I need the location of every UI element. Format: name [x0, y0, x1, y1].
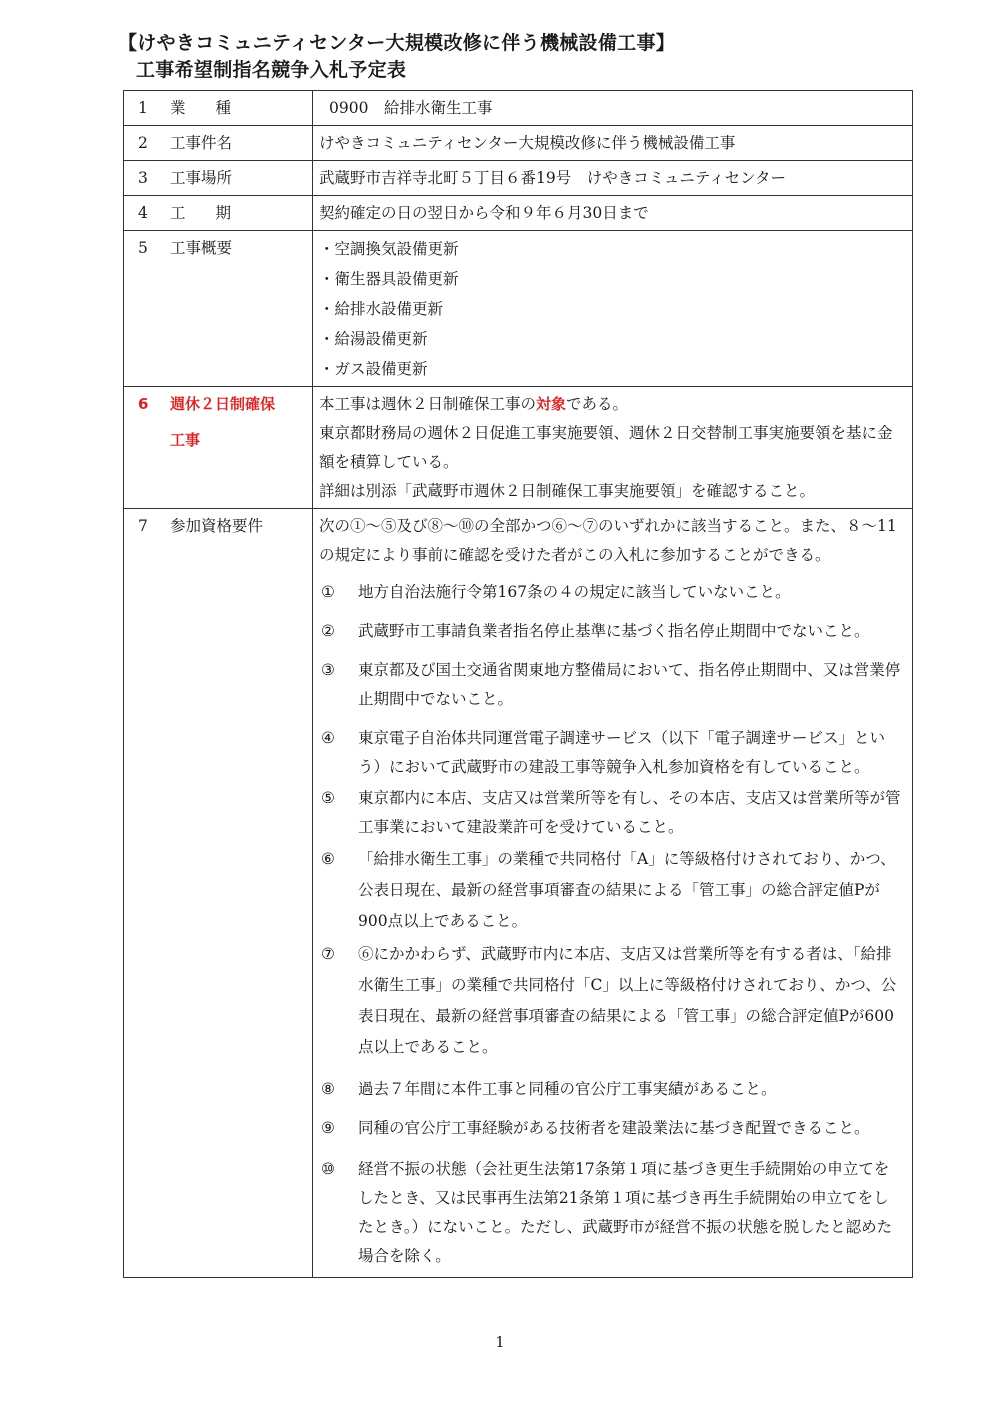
row-value: 武蔵野市吉祥寺北町５丁目６番19号 けやきコミュニティセンター — [319, 169, 787, 187]
row-work-overview — [124, 231, 913, 387]
requirement-mark: ② — [321, 622, 335, 640]
row-number: 6 — [138, 395, 149, 413]
spec-table — [123, 90, 913, 1278]
requirement-mark: ⑤ — [321, 789, 335, 807]
row-two-day-off — [124, 387, 913, 509]
row-number: 2 — [138, 134, 148, 152]
row-number: 3 — [138, 169, 148, 187]
paragraph: 東京都財務局の週休２日促進工事実施要領、週休２日交替制工事実施要領を基に金額を積算している。 — [319, 424, 893, 471]
requirement-item — [319, 578, 904, 607]
list-item: ・給湯設備更新 — [319, 330, 428, 348]
row-number: 1 — [138, 99, 148, 117]
intro-paragraph: 次の①～⑤及び⑧～⑩の全部かつ⑥～⑦のいずれかに該当すること。また、８～11の規定により事前に確認を受けた者がこの入札に参加することができる。 — [319, 517, 897, 564]
requirement-item — [319, 784, 904, 842]
row-label-line-1: 週休２日制確保 — [170, 395, 276, 413]
requirement-mark: ⑨ — [321, 1119, 335, 1137]
list-item: ・衛生器具設備更新 — [319, 270, 459, 288]
requirement-text: 東京電子自治体共同運営電子調達サービス（以下「電子調達サービス」という）において武蔵野市の建設工事等競争入札参加資格を有していること。 — [358, 729, 886, 776]
requirement-item — [319, 1114, 904, 1143]
requirement-item — [319, 656, 904, 714]
requirement-text: 同種の官公庁工事経験がある技術者を建設業法に基づき配置できること。 — [358, 1119, 870, 1137]
requirement-text: 地方自治法施行令第167条の４の規定に該当していないこと。 — [358, 583, 791, 601]
row-label: 工期 — [170, 204, 262, 222]
row-value: けやきコミュニティセンター大規模改修に伴う機械設備工事 — [319, 134, 736, 152]
requirement-item — [319, 1155, 904, 1271]
title-line-1: 【けやきコミュニティセンター大規模改修に伴う機械設備工事】 — [118, 32, 676, 54]
requirement-text: 武蔵野市工事請負業者指名停止基準に基づく指名停止期間中でないこと。 — [358, 622, 870, 640]
row-number: 4 — [138, 204, 148, 222]
row-label: 工事場所 — [170, 169, 233, 187]
requirement-item — [319, 844, 904, 937]
requirement-text: 経営不振の状態（会社更生法第17条第１項に基づき更生手続開始の申立てをしたとき、又は民事再生法第21条第１項に基づき再生手続開始の申立てをしたとき。）にないこと。ただし、武蔵野市が経営不振の状態を脱したと認めた場合を除く。 — [358, 1160, 893, 1265]
list-item: ・給排水設備更新 — [319, 300, 444, 318]
requirement-text: 過去７年間に本件工事と同種の官公庁工事実績があること。 — [358, 1080, 777, 1098]
requirement-mark: ① — [321, 583, 335, 601]
list-item: ・空調換気設備更新 — [319, 240, 459, 258]
row-value: 0900 給排水衛生工事 — [329, 99, 493, 117]
requirement-mark: ⑩ — [321, 1160, 335, 1178]
highlight-text: 対象 — [536, 395, 567, 413]
requirement-mark: ③ — [321, 661, 335, 679]
requirement-item — [319, 939, 904, 1063]
list-item: ・ガス設備更新 — [319, 360, 428, 378]
row-label-line-2: 工事 — [170, 431, 201, 449]
requirement-item — [319, 724, 904, 782]
row-label: 工事概要 — [170, 239, 233, 257]
row-work-name — [124, 126, 913, 161]
row-work-type — [124, 91, 913, 126]
row-number: 5 — [138, 239, 148, 257]
overview-list — [313, 231, 912, 386]
requirement-mark: ⑥ — [321, 850, 335, 868]
paragraph: 本工事は週休２日制確保工事の対象である。 — [319, 395, 629, 413]
requirement-mark: ⑦ — [321, 945, 335, 963]
row-qualifications — [124, 509, 913, 1278]
requirement-text: 「給排水衛生工事」の業種で共同格付「A」に等級格付けされており、かつ、公表日現在、最新の経営事項審査の結果による「管工事」の総合評定値Pが900点以上であること。 — [358, 850, 896, 930]
requirement-item — [319, 1075, 904, 1104]
row-label: 業種 — [170, 99, 262, 117]
requirement-mark: ⑧ — [321, 1080, 335, 1098]
row-label: 参加資格要件 — [170, 517, 264, 535]
row-work-period — [124, 196, 913, 231]
requirement-text: 東京都及び国土交通省関東地方整備局において、指名停止期間中、又は営業停止期間中でないこと。 — [358, 661, 901, 708]
requirement-text: ⑥にかかわらず、武蔵野市内に本店、支店又は営業所等を有する者は、「給排水衛生工事」の業種で共同格付「C」以上に等級格付けされており、かつ、公表日現在、最新の経営事項審査の結果による「管工事」の総合評定値Pが600点以上であること。 — [358, 945, 897, 1056]
row-label: 工事件名 — [170, 134, 233, 152]
row-work-location — [124, 161, 913, 196]
paragraph: 詳細は別添「武蔵野市週休２日制確保工事実施要領」を確認すること。 — [319, 482, 816, 500]
row-value: 契約確定の日の翌日から令和９年６月30日まで — [319, 204, 649, 222]
document-title — [118, 30, 675, 84]
requirement-mark: ④ — [321, 729, 335, 747]
page-number: 1 — [495, 1333, 505, 1351]
row-number: 7 — [138, 517, 148, 535]
title-line-2: 工事希望制指名競争入札予定表 — [136, 59, 407, 81]
requirement-text: 東京都内に本店、支店又は営業所等を有し、その本店、支店又は営業所等が管工事業において建設業許可を受けていること。 — [358, 789, 901, 836]
requirement-item — [319, 617, 904, 646]
